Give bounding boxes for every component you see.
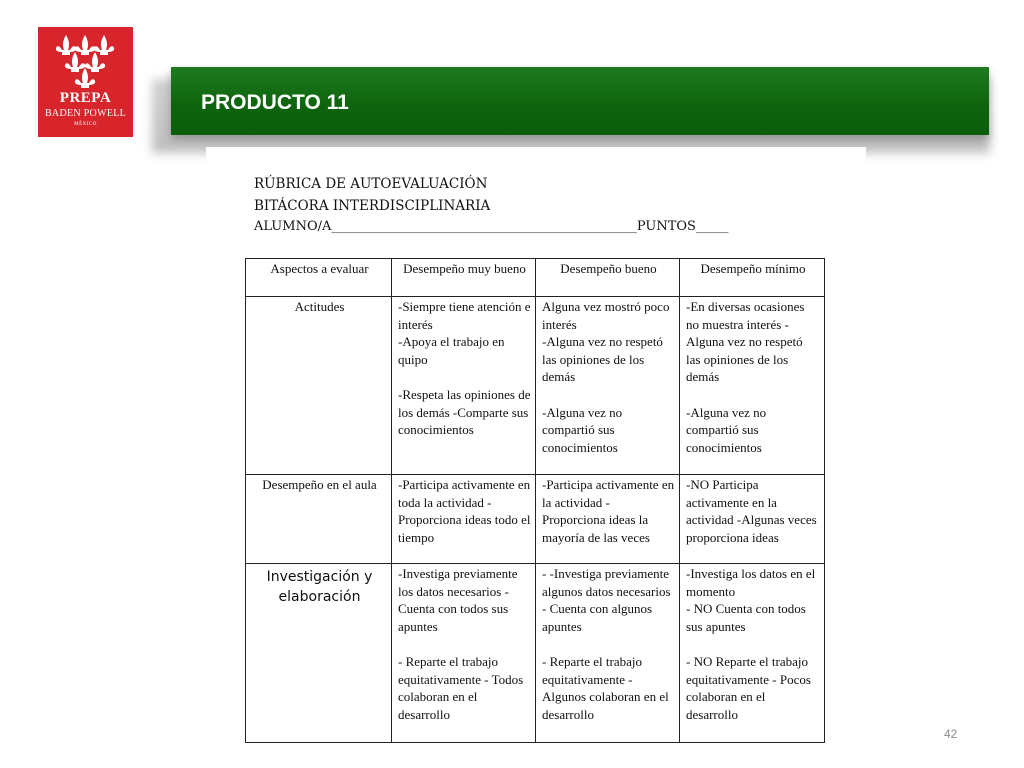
cell-text: -NO Participa activamente en la actividad -Algunas veces proporciona ideas	[686, 477, 817, 545]
cell-text: -Investiga previamente los datos necesarios - Cuenta con todos sus apuntes - Reparte el trabajo equitativamente - Todos colaboran en el desarrollo	[398, 566, 524, 722]
rubric-heading-line-3: ALUMNO/A_______________________________________________PUNTOS_____	[254, 219, 729, 234]
cell-text: -Siempre tiene atención e interés -Apoya el trabajo en quipo -Respeta las opiniones de los demás -Comparte sus conocimientos	[398, 299, 531, 438]
cell-text: - -Investiga previamente algunos datos necesarios - Cuenta con algunos apuntes - Reparte el trabajo equitativamente - Algunos colaboran en el desarrollo	[542, 566, 671, 722]
table-header-row	[246, 259, 825, 297]
logo-line-baden-powell: BADEN POWELL	[44, 108, 127, 119]
table-cell	[680, 297, 825, 475]
table-cell	[392, 475, 536, 564]
page-number: 42	[944, 727, 958, 741]
cell-text: -Participa activamente en toda la actividad - Proporciona ideas todo el tiempo	[398, 477, 531, 545]
column-header-aspects: Aspectos a evaluar	[246, 259, 392, 297]
title-bar	[171, 67, 989, 135]
school-logo	[38, 27, 133, 137]
cell-text: -En diversas ocasiones no muestra interés - Alguna vez no respetó las opiniones de los demás -Alguna vez no compartió sus conocimientos	[686, 299, 805, 455]
column-header-minimum: Desempeño mínimo	[680, 259, 825, 297]
aspect-cell: Actitudes	[246, 297, 392, 475]
table-row	[246, 297, 825, 475]
table-cell	[680, 564, 825, 743]
rubric-heading-line-2: BITÁCORA INTERDISCIPLINARIA	[254, 198, 491, 214]
aspect-cell: Desempeño en el aula	[246, 475, 392, 564]
cell-text: -Participa activamente en la actividad - Proporciona ideas la mayoría de las veces	[542, 477, 675, 545]
logo-line-prepa: PREPA	[59, 90, 112, 106]
aspect-cell: Investigación y elaboración	[246, 564, 392, 743]
column-header-good: Desempeño bueno	[536, 259, 680, 297]
rubric-heading-line-1: RÚBRICA DE AUTOEVALUACIÓN	[254, 176, 488, 192]
table-cell	[536, 475, 680, 564]
rubric-table	[245, 258, 825, 743]
table-row	[246, 475, 825, 564]
table-cell	[680, 475, 825, 564]
table-cell	[392, 564, 536, 743]
table-cell	[536, 564, 680, 743]
table-cell	[536, 297, 680, 475]
column-header-very-good: Desempeño muy bueno	[392, 259, 536, 297]
table-cell	[392, 297, 536, 475]
fleur-de-lis-icon	[56, 33, 115, 89]
slide-title: PRODUCTO 11	[201, 91, 349, 114]
logo-line-mexico: MÉXICO	[74, 122, 97, 127]
cell-text: -Investiga los datos en el momento - NO Cuenta con todos sus apuntes - NO Reparte el trabajo equitativamente - Pocos colaboran en el desarrollo	[686, 566, 816, 722]
cell-text: Alguna vez mostró poco interés -Alguna vez no respetó las opiniones de los demás -Alguna vez no compartió sus conocimientos	[542, 299, 670, 455]
table-row	[246, 564, 825, 743]
